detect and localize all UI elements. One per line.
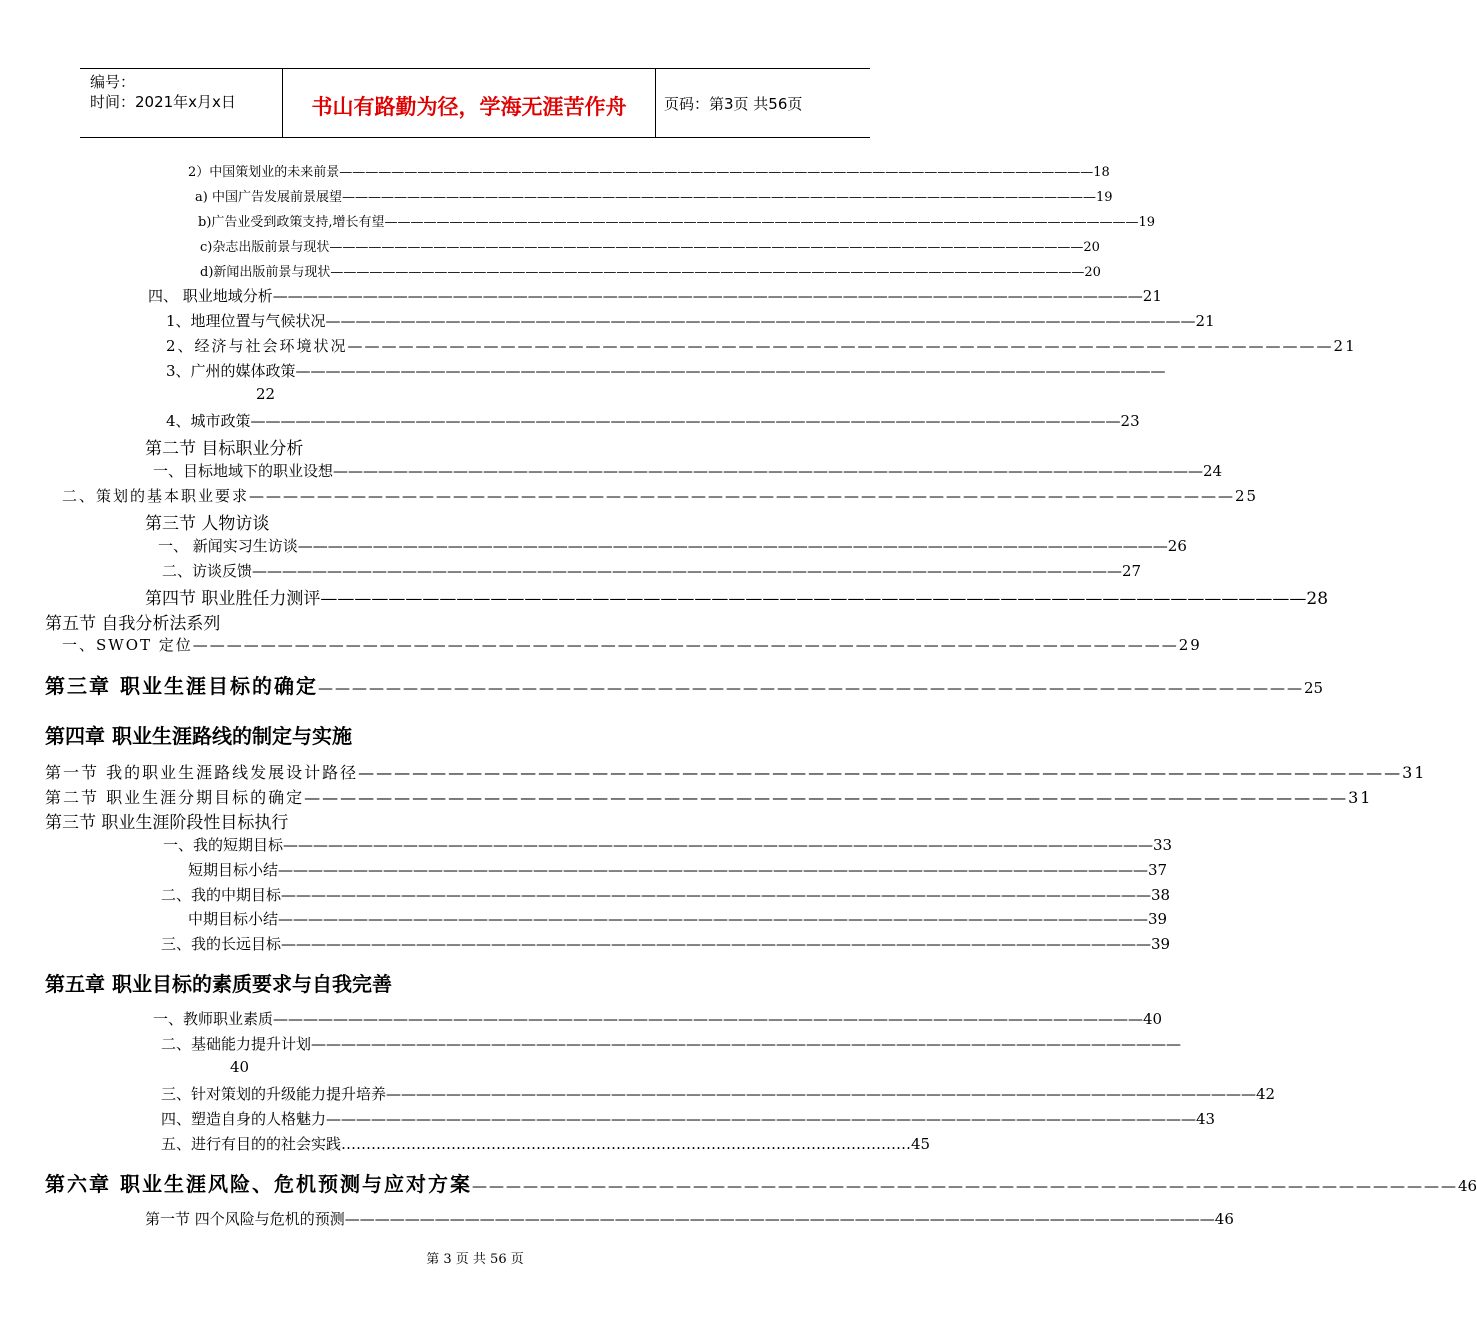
toc-entry — [161, 1133, 931, 1154]
toc-leader: —————————————————————————————————————————————————————————— — [295, 362, 1166, 380]
toc-entry — [45, 760, 1427, 783]
toc-entry — [145, 584, 1329, 609]
toc-entry-page: 46 — [1457, 1177, 1477, 1195]
toc-leader: —————————————————————————————————————————————————————————— — [249, 487, 1236, 505]
toc-leader: —————————————————————————————————————————————————————————— — [471, 1177, 1458, 1195]
toc-entry-page: 40 — [1143, 1010, 1163, 1028]
toc-entry-page: 25 — [1235, 487, 1259, 505]
toc-leader: —————————————————————————————————————————————————————————— — [273, 1010, 1144, 1028]
toc-entry-page: 18 — [1093, 165, 1110, 180]
toc-entry-text: d)新闻出版前景与现状 — [200, 265, 331, 280]
toc-entry-text: 第一节 四个风险与危机的预测 — [145, 1210, 345, 1228]
toc-entry-page: 28 — [1306, 589, 1329, 609]
toc-entry — [198, 211, 1156, 230]
toc-entry-text: 第三章 职业生涯目标的确定 — [45, 674, 318, 698]
header-info-cell — [80, 69, 283, 137]
toc-leader: —————————————————————————————————————————————————————————— — [311, 1035, 1182, 1053]
toc-entry-text: 五、进行有目的的社会实践 — [161, 1135, 342, 1153]
toc-entry-text: 一、SWOT 定位 — [62, 636, 193, 654]
toc-leader: —————————————————————————————————————————————————————————— — [330, 265, 1085, 280]
page-header — [80, 68, 870, 138]
toc-entry — [166, 410, 1140, 431]
toc-entry-text: 中期目标小结 — [188, 910, 279, 928]
chapter-entry — [45, 670, 1324, 699]
toc-entry-text: 2）中国策划业的未来前景 — [188, 165, 340, 180]
time-label: 时间：2021年x月x日 — [90, 93, 236, 111]
toc-leader: —————————————————————————————————————————————————————————— — [333, 462, 1204, 480]
toc-entry-page: 25 — [1303, 679, 1324, 697]
toc-leader: —————————————————————————————————————————————————————————— — [329, 240, 1084, 255]
toc-entry-page: 43 — [1196, 1110, 1216, 1128]
toc-entry — [161, 884, 1171, 905]
page-footer: 第 3 页 共 56 页 — [426, 1252, 524, 1267]
toc-entry — [161, 933, 1171, 954]
toc-leader: —————————————————————————————————————————————————————————— — [281, 886, 1152, 904]
toc-entry — [161, 1108, 1216, 1129]
toc-entry-text: c)杂志出版前景与现状 — [200, 240, 330, 255]
toc-leader: —————————————————————————————————————————————————————————— — [272, 287, 1143, 305]
toc-leader: …………………………………………………………………………………………………… — [341, 1135, 912, 1153]
page-label: 页码：第3页 共56页 — [664, 95, 803, 113]
toc-leader: —————————————————————————————————————————————————————————— — [326, 1110, 1197, 1128]
toc-entry-page: 37 — [1148, 861, 1168, 879]
toc-entry-text: 第四节 职业胜任力测评 — [145, 589, 321, 609]
number-label: 编号： — [90, 73, 136, 91]
motto: 书山有路勤为径，学海无涯苦作舟 — [311, 95, 627, 119]
toc-entry-text: 第二节 职业生涯分期目标的确定 — [45, 788, 305, 807]
toc-entry-text: 3、广州的媒体政策 — [166, 362, 296, 380]
toc-entry-page: 31 — [1348, 788, 1373, 807]
toc-entry-page: 27 — [1122, 562, 1142, 580]
toc-leader: —————————————————————————————————————————————————————————— — [304, 788, 1349, 807]
toc-entry-text: a) 中国广告发展前景展望 — [195, 190, 342, 205]
toc-entry-text: 4、城市政策 — [166, 412, 251, 430]
toc-entry-text: 四、 职业地域分析 — [148, 287, 273, 305]
toc-entry-page: 38 — [1151, 886, 1171, 904]
toc-entry — [162, 560, 1142, 581]
toc-entry-text: 二、我的中期目标 — [161, 886, 282, 904]
section-heading: 第五节 自我分析法系列 — [45, 614, 221, 634]
toc-entry-page: 31 — [1402, 763, 1427, 782]
toc-leader: —————————————————————————————————————————————————————————— — [344, 1210, 1215, 1228]
toc-leader: —————————————————————————————————————————————————————————— — [325, 312, 1196, 330]
toc-leader: —————————————————————————————————————————————————————————— — [386, 1085, 1257, 1103]
toc-entry-page: 19 — [1138, 215, 1156, 230]
toc-leader: —————————————————————————————————————————————————————————— — [281, 935, 1152, 953]
toc-entry — [195, 186, 1113, 205]
toc-entry — [45, 785, 1373, 808]
toc-entry — [200, 261, 1101, 280]
toc-entry — [188, 859, 1168, 880]
toc-entry-page: 19 — [1095, 190, 1113, 205]
toc-leader: —————————————————————————————————————————————————————————— — [278, 861, 1149, 879]
toc-entry — [153, 1008, 1163, 1029]
toc-entry-page: 39 — [1151, 935, 1171, 953]
toc-entry-text: 一、我的短期目标 — [163, 836, 284, 854]
section-heading: 第三节 人物访谈 — [145, 514, 270, 534]
toc-entry-text: 2、经济与社会环境状况 — [166, 337, 348, 355]
toc-entry-text: 二、访谈反馈 — [162, 562, 253, 580]
toc-entry-text: 二、基础能力提升计划 — [161, 1035, 312, 1053]
toc-entry-page: 40 — [230, 1058, 250, 1076]
toc-entry-text: 第六章 职业生涯风险、危机预测与应对方案 — [45, 1172, 472, 1196]
toc-leader: —————————————————————————————————————————————————————————— — [384, 215, 1139, 230]
toc-leader: —————————————————————————————————————————————————————————— — [341, 190, 1096, 205]
toc-entry-text: 三、我的长远目标 — [161, 935, 282, 953]
toc-entry-text: 一、 新闻实习生访谈 — [158, 537, 298, 555]
toc-entry-text: 三、针对策划的升级能力提升培养 — [161, 1085, 387, 1103]
toc-entry-page: 21 — [1333, 337, 1357, 355]
toc-entry-text: 1、地理位置与气候状况 — [166, 312, 326, 330]
toc-entry-page: 20 — [1083, 240, 1100, 255]
toc-leader: —————————————————————————————————————————————————————————— — [250, 412, 1121, 430]
toc-entry-text: 第一节 我的职业生涯路线发展设计路径 — [45, 763, 359, 782]
toc-entry-page: 22 — [256, 385, 276, 403]
toc-leader: —————————————————————————————————————————————————————————— — [297, 537, 1168, 555]
toc-entry-page: 42 — [1256, 1085, 1276, 1103]
toc-entry — [166, 310, 1215, 331]
section-heading: 第三节 职业生涯阶段性目标执行 — [45, 813, 289, 833]
toc-entry — [62, 634, 1202, 655]
toc-entry-text: 短期目标小结 — [188, 861, 279, 879]
toc-entry — [188, 908, 1168, 929]
toc-leader: —————————————————————————————————————————————————————————— — [317, 679, 1304, 697]
toc-entry-page: 33 — [1153, 836, 1173, 854]
toc-leader: —————————————————————————————————————————————————————————— — [339, 165, 1094, 180]
toc-entry-page: 20 — [1084, 265, 1101, 280]
toc-entry — [153, 460, 1223, 481]
chapter-entry — [45, 1168, 1477, 1197]
toc-leader: —————————————————————————————————————————————————————————— — [278, 910, 1149, 928]
toc-entry-page: 29 — [1178, 636, 1202, 654]
toc-entry-page: 23 — [1120, 412, 1140, 430]
toc-entry-text: 二、策划的基本职业要求 — [62, 487, 250, 505]
toc-leader: —————————————————————————————————————————————————————————— — [358, 763, 1403, 782]
toc-entry — [200, 236, 1100, 255]
chapter-heading: 第五章 职业目标的素质要求与自我完善 — [45, 972, 392, 996]
toc-entry-text: 一、教师职业素质 — [153, 1010, 274, 1028]
toc-entry-page: 21 — [1142, 287, 1162, 305]
toc-entry — [166, 360, 1166, 381]
toc-entry-page: 46 — [1214, 1210, 1234, 1228]
toc-entry — [161, 1033, 1182, 1054]
toc-entry-page: 26 — [1167, 537, 1187, 555]
toc-entry-text: b)广告业受到政策支持,增长有望 — [198, 215, 385, 230]
chapter-heading: 第四章 职业生涯路线的制定与实施 — [45, 724, 352, 748]
toc-leader: —————————————————————————————————————————————————————————— — [347, 337, 1334, 355]
toc-entry — [166, 335, 1357, 356]
toc-entry — [163, 834, 1173, 855]
toc-leader: —————————————————————————————————————————————————————————— — [320, 589, 1307, 609]
toc-leader: —————————————————————————————————————————————————————————— — [192, 636, 1179, 654]
toc-entry — [161, 1083, 1276, 1104]
header-motto-cell — [283, 69, 656, 137]
toc-entry — [188, 161, 1110, 180]
toc-entry-page: 24 — [1203, 462, 1223, 480]
toc-entry-page: 21 — [1195, 312, 1215, 330]
toc-entry — [148, 285, 1162, 306]
toc-entry-page: 39 — [1148, 910, 1168, 928]
toc-entry-text: 一、目标地域下的职业设想 — [153, 462, 334, 480]
toc-entry-page: 45 — [911, 1135, 931, 1153]
toc-leader: —————————————————————————————————————————————————————————— — [252, 562, 1123, 580]
toc-leader: —————————————————————————————————————————————————————————— — [283, 836, 1154, 854]
toc-entry — [158, 535, 1187, 556]
toc-entry — [145, 1208, 1234, 1229]
toc-entry — [62, 485, 1259, 506]
toc-entry-text: 四、塑造自身的人格魅力 — [161, 1110, 327, 1128]
section-heading: 第二节 目标职业分析 — [145, 439, 304, 459]
